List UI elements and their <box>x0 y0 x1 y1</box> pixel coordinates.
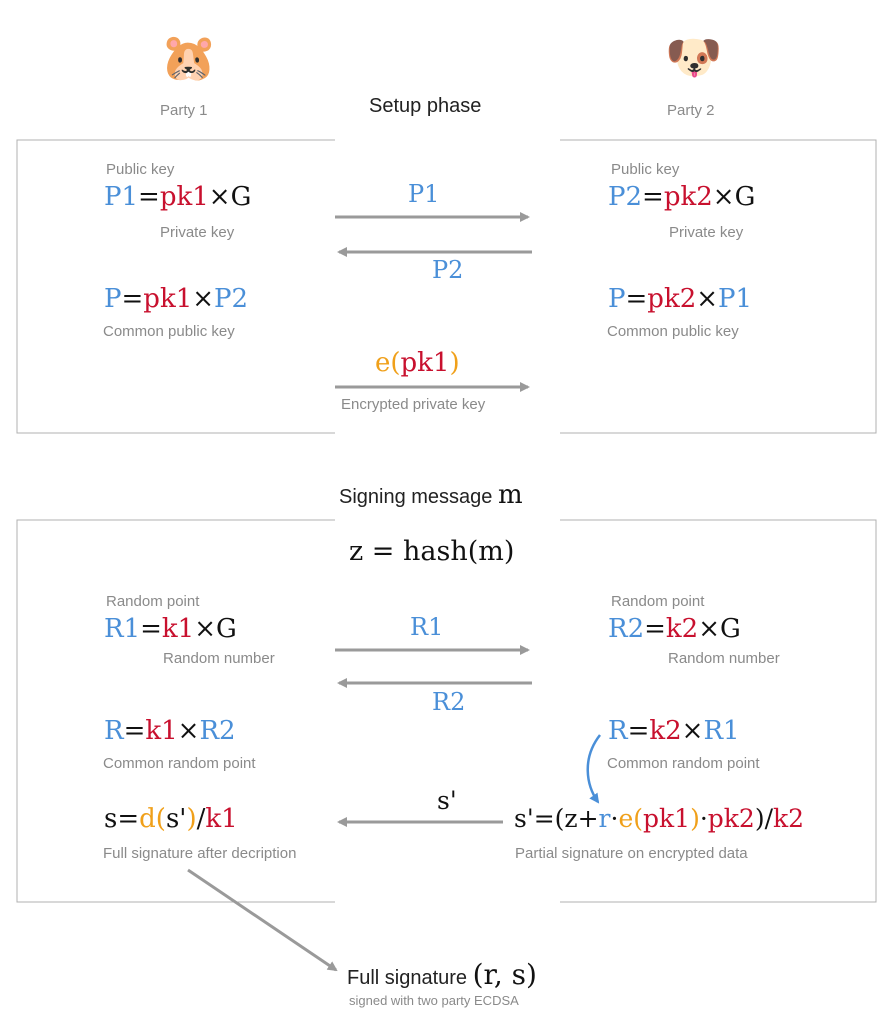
full-signature-title: Full signature (r, s) <box>347 958 537 991</box>
p2-public-key-equation: P2=pk2×G <box>608 182 756 212</box>
hash-equation: z = hash(m) <box>349 536 515 567</box>
p1-full-signature-label: Full signature after decription <box>103 845 297 862</box>
p1-random-point-equation: R1=k1×G <box>104 614 237 644</box>
p2-random-number-label: Random number <box>668 650 780 667</box>
p1-common-random-point-label: Common random point <box>103 755 256 772</box>
party1-avatar-icon: 🐹 <box>160 30 218 84</box>
party2-avatar-icon: 🐶 <box>665 30 723 84</box>
p1-common-public-key-equation: P=pk1×P2 <box>104 284 249 314</box>
p1-full-signature-equation: s=d(s')/k1 <box>104 804 238 834</box>
msg-r1: R1 <box>410 613 444 641</box>
p2-common-public-key-label: Common public key <box>607 323 739 340</box>
full-signature-subtitle: signed with two party ECDSA <box>349 993 519 1008</box>
encrypted-private-key-label: Encrypted private key <box>341 396 486 413</box>
p1-random-point-label: Random point <box>106 593 200 610</box>
p2-public-key-label: Public key <box>611 161 680 178</box>
p2-partial-signature-equation: s'=(z+r·e(pk1)·pk2)/k2 <box>514 804 805 833</box>
p1-public-key-equation: P1=pk1×G <box>104 182 252 212</box>
party1-label: Party 1 <box>160 102 208 119</box>
p2-random-point-equation: R2=k2×G <box>608 614 741 644</box>
arrow-to-full-signature <box>188 870 336 970</box>
p1-private-key-label: Private key <box>160 224 235 241</box>
setup-phase-title: Setup phase <box>369 95 482 117</box>
msg-p1: P1 <box>408 180 440 208</box>
msg-p2: P2 <box>432 256 464 284</box>
p2-private-key-label: Private key <box>669 224 744 241</box>
signing-message-title: Signing message m <box>339 480 523 510</box>
party2-label: Party 2 <box>667 102 715 119</box>
p1-public-key-label: Public key <box>106 161 175 178</box>
p1-common-random-point-equation: R=k1×R2 <box>104 716 236 746</box>
p2-common-random-point-equation: R=k2×R1 <box>608 716 740 746</box>
msg-r2: R2 <box>432 688 466 716</box>
p1-random-number-label: Random number <box>163 650 275 667</box>
p2-random-point-label: Random point <box>611 593 705 610</box>
p2-common-public-key-equation: P=pk2×P1 <box>608 284 753 314</box>
p1-common-public-key-label: Common public key <box>103 323 235 340</box>
msg-encrypted-pk1: e(pk1) <box>375 348 460 378</box>
p2-common-random-point-label: Common random point <box>607 755 760 772</box>
arrow-r-into-partial-sig <box>588 735 600 802</box>
p2-partial-signature-label: Partial signature on encrypted data <box>515 845 748 862</box>
msg-s-prime: s' <box>437 786 457 815</box>
